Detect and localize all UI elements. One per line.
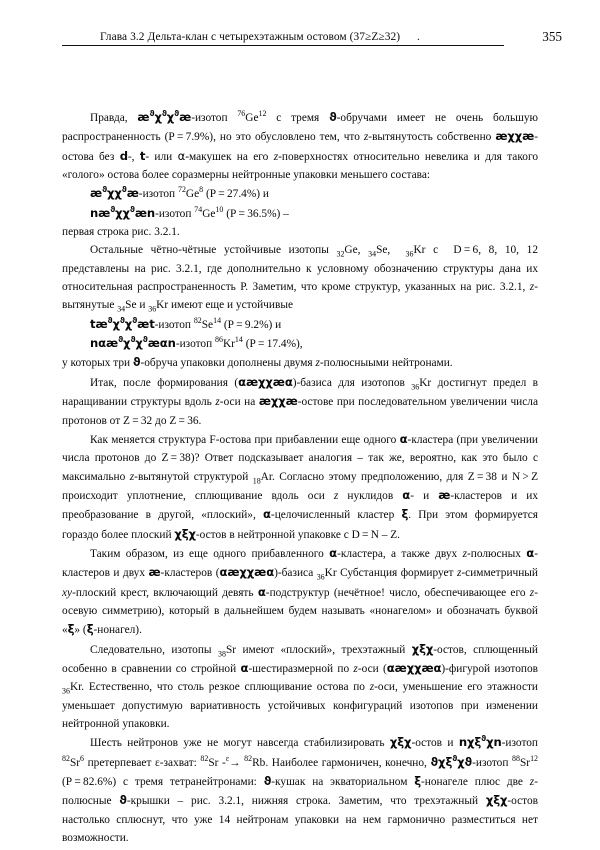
formula-2-symbols: $næ^ϑ\chi\chi^ϑæn$ <box>90 204 156 220</box>
running-head-trailing-mark: . <box>417 31 420 43</box>
alpha-symbol-7: α <box>257 584 266 599</box>
formula-inline-n-chi-xi-chi-n: nχξ$^ϑ$χn <box>458 734 502 750</box>
paragraph-9: Шесть нейтронов уже не могут навсегда стабилизировать χξχ-остов и nχξ$^ϑ$χn-изотоп $^{82}$Sr$^6$ претерпевает ε-захват: $^{82}$Sr -$^\varepsilon$→ $^{82}$Rb. Наиболее гармоничен, конечно, ϑχξ$^ϑ$χϑ-изотоп $^{88}$Sr$^{12}$ (P = 82.6%) с тремя тетранейтронами: ϑ-кушак на экваториальном ξ-нонагеле плюс две z-полюсные ϑ-крышки – рис. 3.2.1, нижняя строка. Заметим, что трехэтажный χξχ-остов настолько сплюснут, что уже 14 нейтронам упаковки на нем гармонично разместиться нет возможности. <box>62 734 539 845</box>
paragraph-3: Остальные чётно-чётные устойчивые изотопы $_{32}$Ge, $_{34}$Se, $_{36}$Kr с D = 6, 8, 10, 12 представлены на рис. 3.2.1, где дополнительно к условному обозначению структуры дана их относительная распространенность P. Заметим, что кроме структур, указанных на рис. 3.2.1, z-вытянутые $_{34}$Se и $_{36}$Kr имеют еще и устойчивые <box>62 244 538 314</box>
running-head <box>0 30 600 54</box>
xi-symbol-4: ξ <box>414 774 422 789</box>
formula-inline-aechichiae: æχχæ <box>495 129 535 144</box>
alpha-symbol-6: α <box>526 545 535 560</box>
xi-symbol-2: ξ <box>67 622 75 637</box>
paragraph-4: у которых три ϑ-обруча упаковки дополнены двумя z-полюсныыми нейтронами. <box>62 355 453 370</box>
formula-inline-aechichiae-2: æχχæ <box>258 394 298 409</box>
alpha-symbol-3: α <box>402 487 411 502</box>
formula-inline-chi-xi-chi-4: χξχ <box>485 793 508 808</box>
alpha-symbol-4: α <box>262 507 271 522</box>
paragraph-6: Как меняется структура F-остова при прибавлении еще одного α-кластера (при увеличении числа протонов до Z = 38)? Ответ подсказывает аналогия – так же, вероятно, как это было с максимально z-вытянутой структурой $_{18}$Ar. Согласно этому предположению, для Z = 38 и N > Z происходит уплотнение, сплющивание вдоль оси z нуклидов α- и æ-кластеров и их преобразование в другой, «плоский», α-целочисленный кластер ξ. При этом формируется гораздо более плоский χξχ-остов в нейтронной упаковке с D = N – Z. <box>62 431 539 541</box>
formula-line-4: $n\alpha æ^ϑ\chi^ϑ\chi^ϑæ\alpha n$-изотоп $^{86}$Kr$^{14}$ (P = 17.4%), <box>90 335 303 351</box>
paragraph-7: Таким образом, из еще одного прибавленного α-кластера, а также двух z-полюсных α-кластеров и двух æ-кластеров (αæχχæα)-базиса $_{36}$Kr Субстанция формирует z-симметричный xy-плоский крест, включающий девять α-подструктур (нечётное! число, обеспечивающее его z-осевую симметрию), который в дальнейшем будем называть «нонагелом» и обозначать буквой «ξ» (ξ-нонагел). <box>62 545 538 637</box>
alpha-symbol-2: α <box>399 431 408 446</box>
running-head-title-block <box>62 30 526 44</box>
paragraph-5: Итак, после формирования (αæχχæα)-базиса для изотопов $_{36}$Kr достигнут предел в наращивании структуры вдоль z-оси на æχχæ-остове при последовательном увеличении числа протонов от Z = 32 до Z = 36. <box>62 374 538 427</box>
formula-inline-alpha-ae-chi-chi-ae-alpha: αæχχæα <box>238 374 293 389</box>
formula-inline-chi-xi-chi-3: χξχ <box>389 735 412 750</box>
xi-symbol-3: ξ <box>86 622 94 637</box>
paragraph-8: Следовательно, изотопы $_{38}$Sr имеют «плоский», трехэтажный χξχ-остов, сплющенный особенно в сравнении со стройной α-шестиразмерной по z-оси (αæχχæα)-фигурой изотопов $_{36}$Kr. Естественно, что столь резкое сплющивание остова по z-оси, уменьшение его этажности уменьшает допустимую вариативность устойчивых конфигураций изотопов при изменении нейтронной упаковки. <box>62 641 539 730</box>
paragraph-2: первая строка рис. 3.2.1. <box>62 226 180 239</box>
alpha-symbol-8: α <box>240 660 249 675</box>
formula-inline-chi-xi-chi-2: χξχ <box>411 641 434 656</box>
formula-line-3: $tæ^ϑ\chi^ϑ\chi^ϑæt$-изотоп $^{82}$Se$^{14}$ (P = 9.2%) и <box>90 315 282 331</box>
formula-inline-chi-xi-chi: χξχ <box>174 526 196 541</box>
ae-symbol: æ <box>438 487 451 502</box>
formula-line-1: $æ^ϑ\chi\chi^ϑæ$-изотоп $^{72}$Ge$^8$ (P = 27.4%) и <box>90 185 269 201</box>
formula-line-2: $næ^ϑ\chi\chi^ϑæn$-изотоп $^{74}$Ge$^{10}$ (P = 36.5%) – <box>90 204 289 220</box>
theta-symbol: ϑ <box>329 110 337 124</box>
page-body <box>62 108 538 847</box>
xi-symbol: ξ <box>401 507 409 522</box>
alpha-symbol: α <box>177 148 186 163</box>
ae-symbol-2: æ <box>148 565 161 580</box>
alpha-symbol-5: α <box>329 545 338 560</box>
theta-symbol-4: ϑ <box>119 793 127 808</box>
formula-inline-ae-chi-chi-ae: $æ^ϑ\chi^ϑ\chi^ϑæ$ <box>137 109 192 124</box>
running-head-rule <box>62 45 504 46</box>
running-head-title: Глава 3.2 Дельта-клан с четырехэтажным остовом (37≥Z≥32) <box>100 31 401 43</box>
d-cluster-symbol: d <box>119 148 128 163</box>
theta-symbol-3: ϑ <box>263 774 272 789</box>
page-number: 355 <box>542 29 562 44</box>
formula-3-symbols: $tæ^ϑ\chi^ϑ\chi^ϑæt$ <box>90 315 155 331</box>
formula-inline-theta-chi-xi-chi-theta: ϑχξ$^ϑ$χϑ <box>430 753 473 769</box>
formula-4-symbols: $n\alpha æ^ϑ\chi^ϑ\chi^ϑæ\alpha n$ <box>90 335 176 351</box>
paragraph-1: Правда, $æ^ϑ\chi^ϑ\chi^ϑæ$-изотоп $^{76}$Ge$^{12}$ с тремя ϑ-обручами имеет не очень большую распространенность (P = 7.9%), но это обусловлено тем, что z-вытянутость собственно æχχæ-остова без d-, t- или α-макушек на его z-поверхностях относительно невелика и для такого «голого» остова более соразмерны нейтронные упаковки меньшего состава: <box>62 109 538 182</box>
formula-1-symbols: $æ^ϑ\chi\chi^ϑæ$ <box>90 185 139 201</box>
theta-symbol-2: ϑ <box>132 355 141 370</box>
t-cluster-symbol: t <box>139 148 146 163</box>
formula-inline-alpha-ae-chi-chi-ae-alpha-3: αæχχæα <box>386 660 442 675</box>
formula-inline-alpha-ae-chi-chi-ae-alpha-2: αæχχæα <box>219 565 275 580</box>
